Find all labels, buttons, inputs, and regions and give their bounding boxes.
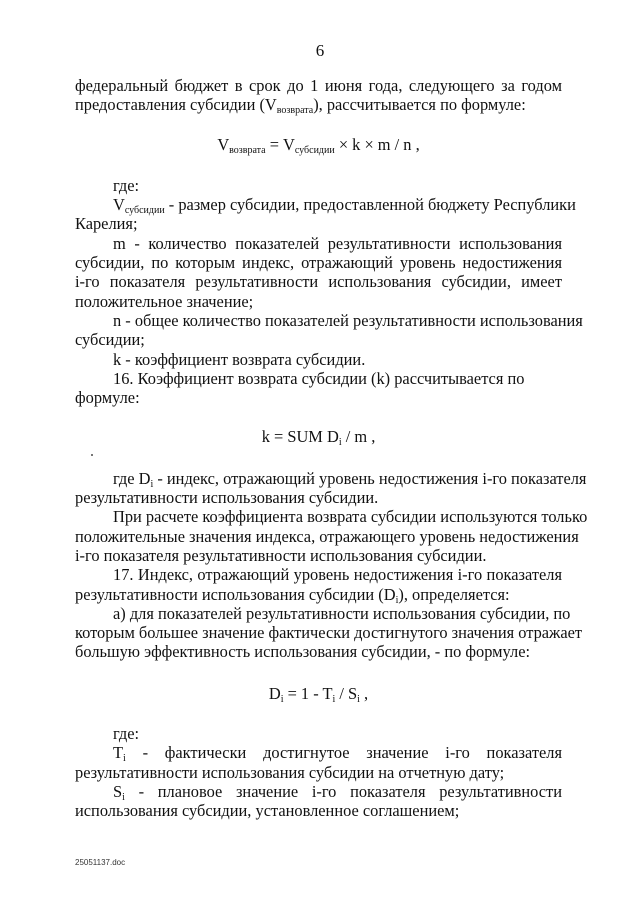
- item-a-line: большую эффективность использования субсидии, - по формуле:: [75, 642, 531, 662]
- formula-return-amount: $V_{возврата} = V_{субсидии} \times k \times m / n$ ,: [217, 134, 420, 156]
- where-label: где:: [113, 175, 140, 195]
- definition-m-line: субсидии, по которым индекс, отражающий уровень недостижения: [75, 253, 562, 273]
- where-label: где:: [113, 724, 140, 744]
- definition-m-line: m - количество показателей результативности использования: [113, 233, 562, 253]
- definition-d-line: результативности использования субсидии.: [75, 488, 379, 508]
- formula-return-coefficient: k = SUM $D_i$ / m ,: [261, 427, 376, 449]
- section-17-line: 17. Индекс, отражающий уровень недостижения i-го показателя: [113, 565, 562, 585]
- definition-k-line: k - коэффициент возврата субсидии.: [113, 349, 366, 369]
- section-17-line: результативности использования субсидии $(D_i)$, определяется:: [75, 584, 510, 606]
- scan-speck: [91, 454, 93, 456]
- definition-m-line: положительное значение;: [75, 291, 254, 311]
- item-a-line: а) для показателей результативности использования субсидии, по: [113, 603, 571, 623]
- section-16-heading: 16. Коэффициент возврата субсидии (k) рассчитывается по формуле:: [75, 368, 525, 408]
- item-a-line: которым большее значение фактически достигнутого значения отражает: [75, 623, 583, 643]
- definition-v-line: Карелия;: [75, 214, 138, 234]
- page-number: 6: [315, 41, 325, 60]
- definition-m-line: i-го показателя результативности использования субсидии, имеет: [75, 272, 562, 292]
- paragraph-line: федеральный бюджет в срок до 1 июня года, следующего за годом: [75, 76, 562, 95]
- definition-n-line: субсидии;: [75, 330, 145, 350]
- calculation-note-line: положительные значения индекса, отражающего уровень недостижения: [75, 526, 579, 546]
- definition-s-line: $S_i$ - плановое значение i-го показателя результативности: [113, 781, 562, 803]
- definition-t-line: $T_i$ - фактически достигнутое значение i-го показателя: [113, 743, 562, 765]
- definition-t-line: результативности использования субсидии на отчетную дату;: [75, 762, 505, 782]
- definition-s-line: использования субсидии, установленное соглашением;: [75, 801, 460, 821]
- calculation-note-line: При расчете коэффициента возврата субсидии используются только: [113, 507, 588, 527]
- document-body: [75, 76, 588, 821]
- calculation-note-line: i-го показателя результативности использования субсидии.: [75, 545, 487, 565]
- definition-d-line: где $D_i$ - индекс, отражающий уровень недостижения i-го показателя: [113, 468, 587, 490]
- definition-n-line: n - общее количество показателей результативности использования: [113, 310, 583, 330]
- definition-v-line: $V_{субсидии}$ - размер субсидии, предоставленной бюджету Республики: [113, 195, 576, 217]
- footer-filename: 25051137.doc: [75, 858, 126, 867]
- formula-index: $D_i = 1 - T_i / S_i$ ,: [268, 683, 369, 705]
- paragraph-line: предоставления субсидии $(V_{возврата})$, рассчитывается по формуле:: [75, 95, 526, 117]
